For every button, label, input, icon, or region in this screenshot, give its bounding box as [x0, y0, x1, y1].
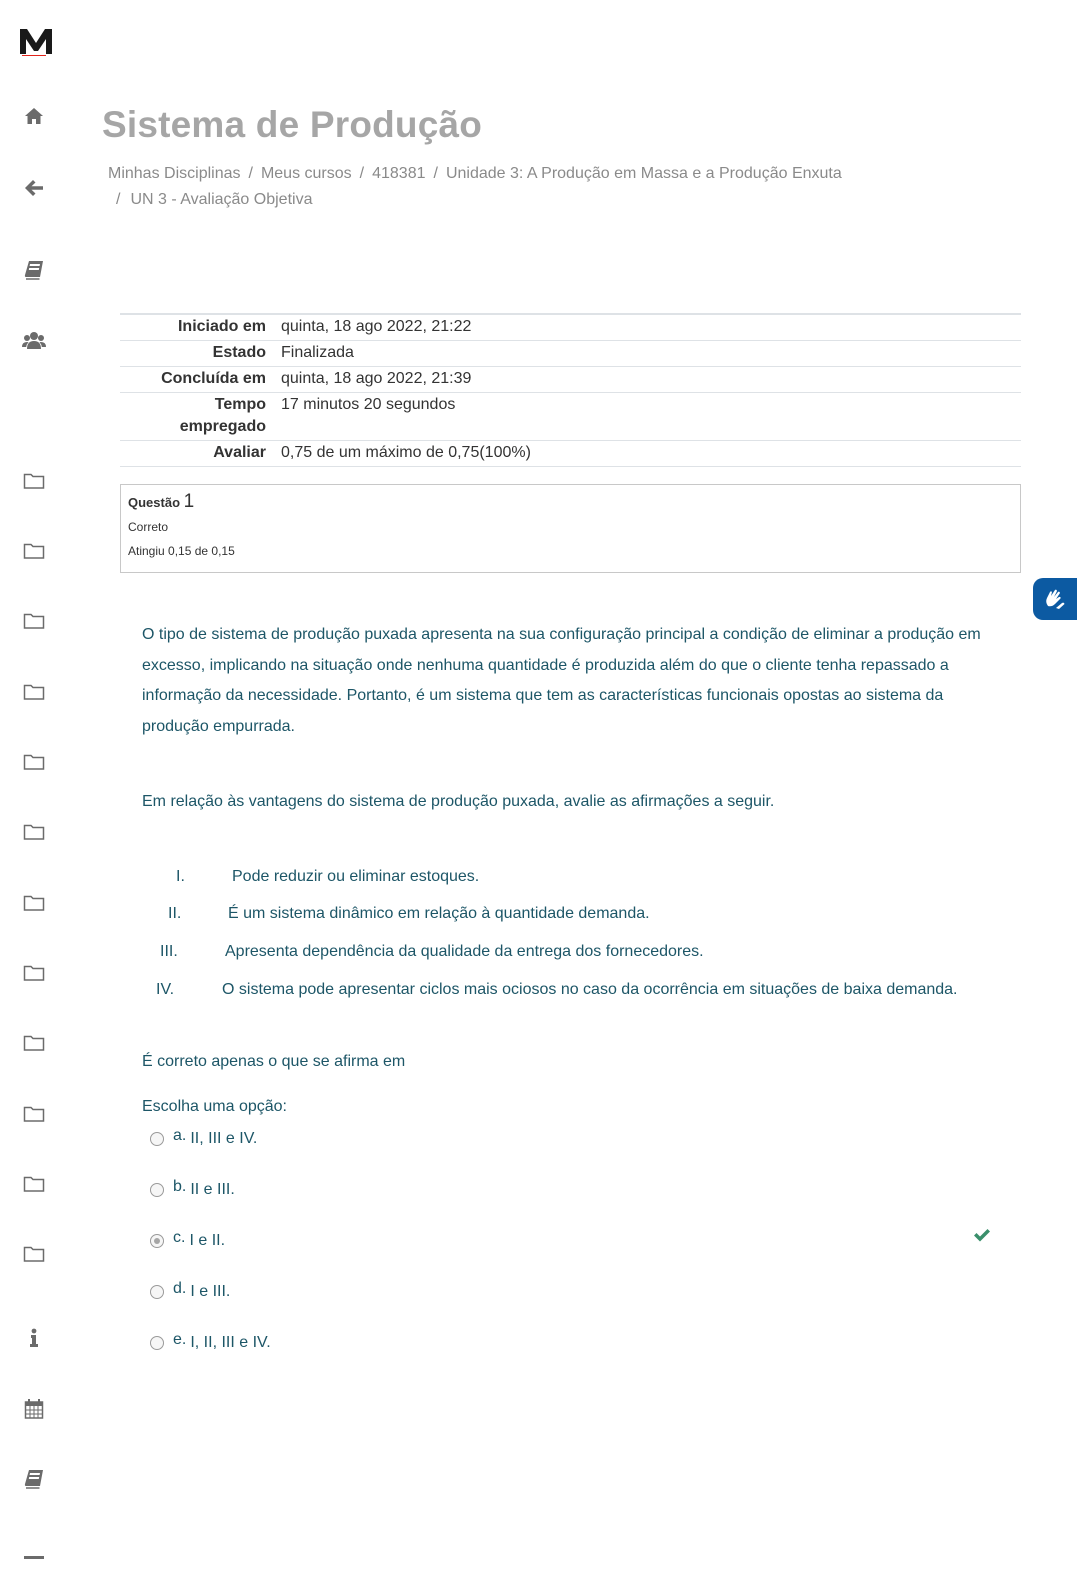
- summary-label: Tempo empregado: [179, 396, 266, 435]
- users-icon[interactable]: [22, 328, 46, 352]
- statement-number: I.: [176, 868, 185, 885]
- answer-option-d[interactable]: [150, 1280, 230, 1304]
- sidebar: [0, 0, 70, 1571]
- folder-icon[interactable]: [22, 961, 46, 985]
- sign-language-button[interactable]: [1033, 578, 1077, 620]
- option-letter: a.: [173, 1127, 187, 1144]
- summary-value: 17 minutos 20 segundos: [281, 396, 456, 413]
- question-intro: O tipo de sistema de produção puxada apresenta na sua configuração principal a condição de eliminar a produção em excesso, implicando na situação onde nenhuma quantidade é produzida além do que o cliente tenha repassado a informação da necessidade. Portanto, é um sistema que tem as características funcionais opostas ao sistema da produção empurrada.: [142, 626, 981, 735]
- summary-row-state: [120, 341, 1021, 367]
- folder-icon[interactable]: [22, 539, 46, 563]
- folder-icon[interactable]: [22, 469, 46, 493]
- option-text: I e II.: [189, 1232, 226, 1249]
- radio-button-selected[interactable]: [150, 1234, 164, 1248]
- statement-text: É um sistema dinâmico em relação à quantidade demanda.: [228, 905, 650, 922]
- page-title: Sistema de Produção: [102, 104, 483, 145]
- breadcrumb-item-course-id[interactable]: 418381: [372, 165, 426, 182]
- breadcrumb-item-unidade[interactable]: Unidade 3: A Produção em Massa e a Produção Enxuta: [445, 165, 842, 182]
- option-letter: e.: [173, 1331, 187, 1348]
- folder-icon[interactable]: [22, 891, 46, 915]
- folder-icon[interactable]: [22, 1172, 46, 1196]
- statement-text: O sistema pode apresentar ciclos mais ociosos no caso da ocorrência em situações de baixa demanda.: [222, 981, 958, 998]
- folder-icon[interactable]: [22, 1242, 46, 1266]
- question-closing: É correto apenas o que se afirma em: [142, 1053, 406, 1070]
- summary-label: Avaliar: [213, 444, 266, 461]
- folder-icon[interactable]: [22, 820, 46, 844]
- radio-button[interactable]: [150, 1132, 164, 1146]
- radio-button[interactable]: [150, 1336, 164, 1350]
- breadcrumb-separator: /: [248, 165, 253, 182]
- arrow-left-icon[interactable]: [22, 176, 46, 200]
- folder-icon[interactable]: [22, 1102, 46, 1126]
- question-prompt: Em relação às vantagens do sistema de produção puxada, avalie as afirmações a seguir.: [142, 793, 775, 810]
- statement-number: II.: [168, 905, 182, 922]
- breadcrumb-separator: /: [116, 191, 121, 208]
- answer-option-b[interactable]: [150, 1178, 235, 1202]
- home-icon[interactable]: [22, 104, 46, 128]
- question-status: Correto: [128, 520, 169, 534]
- summary-row-time-taken: [120, 393, 1021, 441]
- option-letter: d.: [173, 1280, 187, 1297]
- folder-icon[interactable]: [22, 680, 46, 704]
- breadcrumb: [108, 161, 1008, 187]
- choose-option-label: Escolha uma opção:: [142, 1098, 287, 1115]
- summary-label: Iniciado em: [177, 318, 266, 335]
- breadcrumb-item-avaliacao[interactable]: UN 3 - Avaliação Objetiva: [130, 191, 313, 208]
- radio-button[interactable]: [150, 1183, 164, 1197]
- info-icon[interactable]: [22, 1326, 46, 1350]
- breadcrumb-separator: /: [433, 165, 438, 182]
- answer-option-e[interactable]: [150, 1331, 271, 1355]
- option-text: II e III.: [190, 1181, 235, 1198]
- calendar-icon[interactable]: [22, 1397, 46, 1421]
- summary-label: Concluída em: [161, 370, 266, 387]
- summary-row-started: [120, 315, 1021, 341]
- statement-text: Pode reduzir ou eliminar estoques.: [232, 868, 480, 885]
- breadcrumb-item-meus-cursos[interactable]: Meus cursos: [260, 165, 352, 182]
- summary-value: Finalizada: [281, 344, 354, 361]
- statement-text: Apresenta dependência da qualidade da entrega dos fornecedores.: [225, 943, 704, 960]
- breadcrumb-item-minhas-disciplinas[interactable]: Minhas Disciplinas: [108, 165, 241, 182]
- summary-value: 0,75 de um máximo de 0,75(100%): [281, 444, 531, 461]
- summary-row-grade: [120, 441, 1021, 467]
- question-number-value: 1: [183, 491, 195, 512]
- more-menu-icon[interactable]: [24, 1556, 44, 1559]
- book-icon[interactable]: [22, 1467, 46, 1491]
- option-text: II, III e IV.: [190, 1130, 258, 1147]
- brand-logo[interactable]: [19, 26, 53, 58]
- answer-option-a[interactable]: [150, 1127, 257, 1151]
- summary-row-completed: [120, 367, 1021, 393]
- book-icon[interactable]: [22, 258, 46, 282]
- statement-number: IV.: [156, 981, 175, 998]
- breadcrumb-separator: /: [359, 165, 365, 182]
- summary-value: quinta, 18 ago 2022, 21:39: [281, 370, 472, 387]
- sign-language-icon: [1042, 586, 1068, 612]
- folder-icon[interactable]: [22, 750, 46, 774]
- breadcrumb-row-2: [116, 187, 312, 213]
- summary-value: quinta, 18 ago 2022, 21:22: [281, 318, 472, 335]
- question-label: Questão: [128, 495, 181, 510]
- question-grade: Atingiu 0,15 de 0,15: [128, 544, 235, 558]
- option-text: I e III.: [190, 1283, 231, 1300]
- option-letter: c.: [173, 1229, 186, 1246]
- folder-icon[interactable]: [22, 1031, 46, 1055]
- folder-icon[interactable]: [22, 609, 46, 633]
- question-info-box: [120, 484, 1021, 573]
- logo-m-icon: [19, 26, 53, 56]
- logo-underline: [22, 55, 46, 56]
- correct-check-icon: [973, 1228, 991, 1247]
- attempt-summary-table: [120, 313, 1021, 467]
- statement-number: III.: [160, 943, 178, 960]
- option-text: I, II, III e IV.: [190, 1334, 271, 1351]
- answer-option-c[interactable]: [150, 1229, 225, 1253]
- question-number: [128, 491, 1013, 513]
- option-letter: b.: [173, 1178, 187, 1195]
- radio-button[interactable]: [150, 1285, 164, 1299]
- summary-label: Estado: [212, 344, 266, 361]
